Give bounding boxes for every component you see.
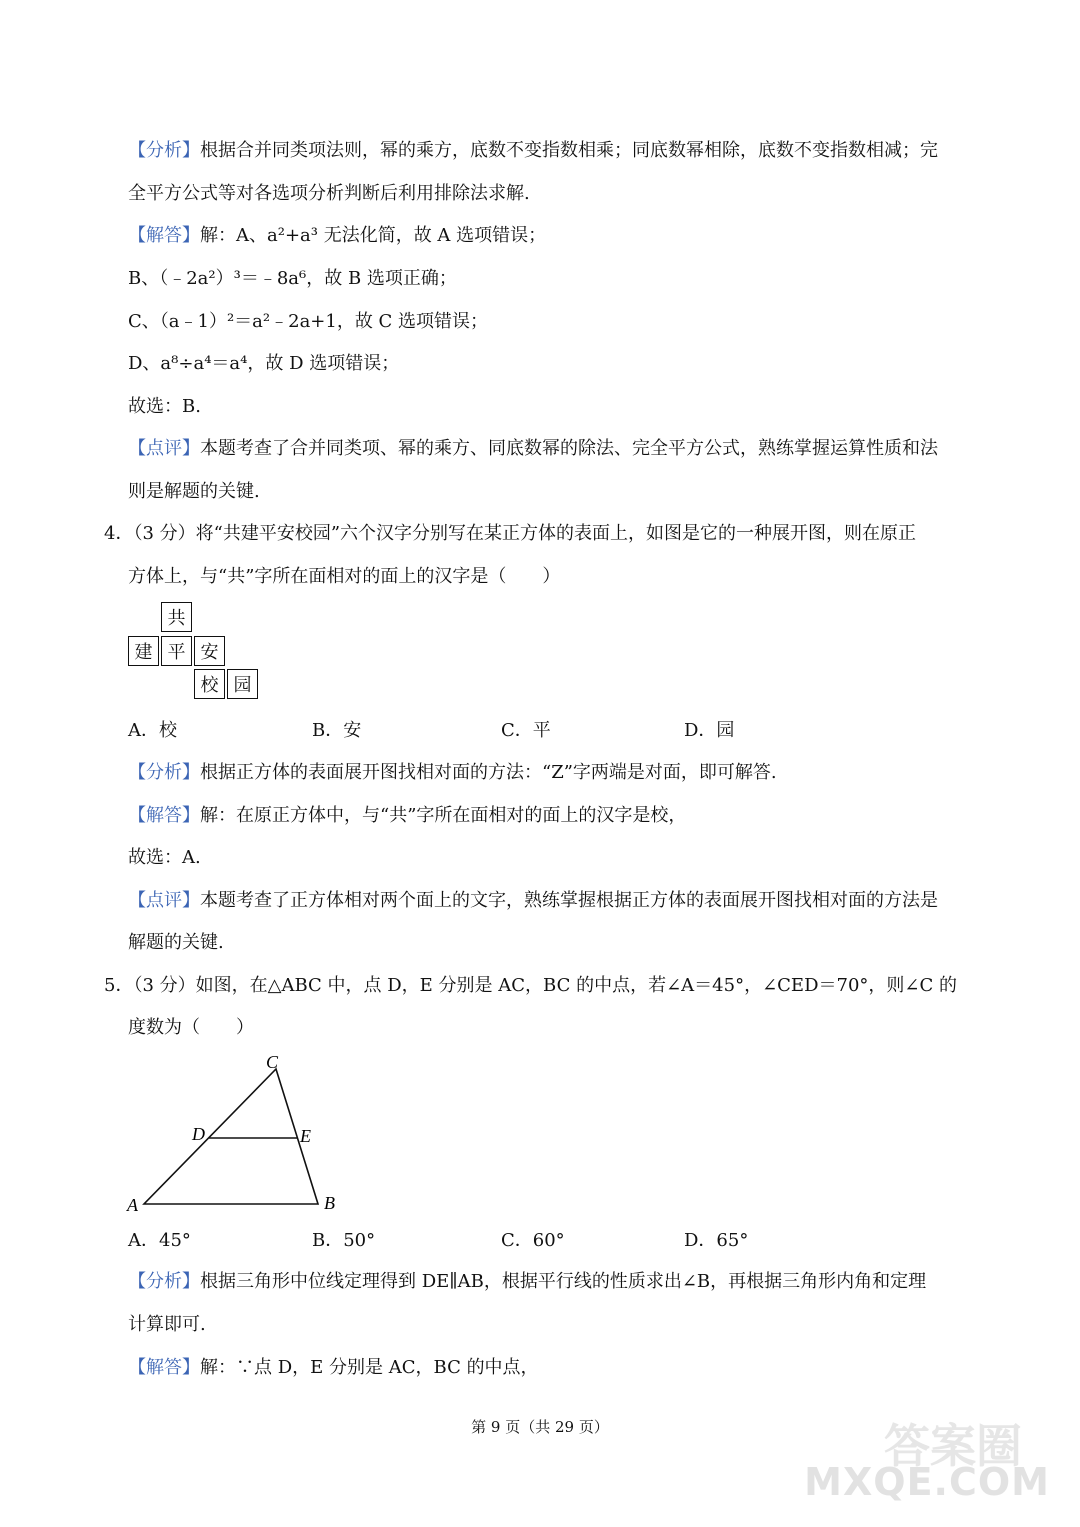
label-d: D (192, 1124, 205, 1144)
q3-answer-d: D、a⁸÷a⁴＝a⁴，故 D 选项错误； (128, 353, 400, 374)
q4-option-d: D．园 (684, 720, 735, 741)
q4-choose: 故选：A. (128, 847, 201, 868)
answer-tag: 【解答】 (128, 805, 200, 826)
q5-option-a: A．45° (128, 1230, 191, 1251)
q5-stem-line1: 5．（3 分）如图，在△ABC 中，点 D，E 分别是 AC，BC 的中点，若∠A＝45°，∠CED＝70°，则∠C 的 (104, 975, 957, 996)
label-b: B (324, 1193, 335, 1213)
q3-answer-c: C、（a﹣1）²＝a²﹣2a+1，故 C 选项错误； (128, 311, 489, 332)
label-a: A (127, 1195, 138, 1215)
q5-option-c: C．60° (501, 1230, 565, 1251)
label-c: C (266, 1052, 279, 1072)
q5-option-b: B．50° (312, 1230, 376, 1251)
triangle-abc (144, 1069, 318, 1204)
q5-answer: 【解答】解：∵点 D，E 分别是 AC，BC 的中点， (128, 1357, 539, 1378)
watermark-logo: 答案圈 (884, 1419, 1022, 1473)
q3-choose: 故选：B. (128, 396, 201, 417)
q4-stem-line1: 4．（3 分）将“共建平安校园”六个汉字分别写在某正方体的表面上，如图是它的一种展开图，则在原正 (104, 523, 917, 544)
q4-stem-line2: 方体上，与“共”字所在面相对的面上的汉字是（ ） (128, 566, 561, 587)
net-cell-ping: 平 (161, 636, 192, 666)
answer-tag: 【解答】 (128, 1357, 200, 1378)
net-cell-gong: 共 (161, 602, 192, 632)
net-cell-jian: 建 (128, 636, 159, 666)
q4-option-b: B．安 (312, 720, 362, 741)
q3-comment-line2: 则是解题的关键. (128, 481, 260, 502)
label-e: E (300, 1126, 311, 1146)
page-footer: 第 9 页（共 29 页） (471, 1418, 609, 1436)
comment-tag: 【点评】 (128, 438, 200, 459)
q4-comment-line1: 【点评】本题考查了正方体相对两个面上的文字，熟练掌握根据正方体的表面展开图找相对面的方法是 (128, 890, 938, 911)
q4-analysis: 【分析】根据正方体的表面展开图找相对面的方法：“Z”字两端是对面，即可解答. (128, 762, 777, 783)
q4-comment-line2: 解题的关键. (128, 932, 224, 953)
analysis-tag: 【分析】 (128, 762, 200, 783)
triangle-figure (120, 1045, 360, 1220)
q4-answer: 【解答】解：在原正方体中，与“共”字所在面相对的面上的汉字是校， (128, 805, 687, 826)
q3-answer-b: B、（﹣2a²）³＝﹣8a⁶，故 B 选项正确； (128, 268, 457, 289)
q5-analysis-line2: 计算即可. (128, 1314, 206, 1335)
q5-stem-line2: 度数为（ ） (128, 1017, 254, 1038)
q5-analysis-line1: 【分析】根据三角形中位线定理得到 DE∥AB，根据平行线的性质求出∠B，再根据三角形内角和定理 (128, 1271, 927, 1292)
q3-analysis-line1: 【分析】根据合并同类项法则，幂的乘方，底数不变指数相乘；同底数幂相除，底数不变指数相减；完 (128, 140, 938, 161)
analysis-tag: 【分析】 (128, 1271, 200, 1292)
net-cell-xiao: 校 (194, 669, 225, 699)
q5-option-d: D．65° (684, 1230, 749, 1251)
analysis-tag: 【分析】 (128, 140, 200, 161)
watermark-site: MXQE.COM (804, 1460, 1050, 1504)
answer-tag: 【解答】 (128, 225, 200, 246)
comment-tag: 【点评】 (128, 890, 200, 911)
q3-comment-line1: 【点评】本题考查了合并同类项、幂的乘方、同底数幂的除法、完全平方公式，熟练掌握运算性质和法 (128, 438, 938, 459)
net-cell-yuan: 园 (227, 669, 258, 699)
q4-option-c: C．平 (501, 720, 551, 741)
net-cell-an: 安 (194, 636, 225, 666)
q3-answer-a: 【解答】解：A、a²+a³ 无法化简，故 A 选项错误； (128, 225, 547, 246)
q4-option-a: A．校 (128, 720, 177, 741)
q3-analysis-line2: 全平方公式等对各选项分析判断后利用排除法求解. (128, 183, 530, 204)
